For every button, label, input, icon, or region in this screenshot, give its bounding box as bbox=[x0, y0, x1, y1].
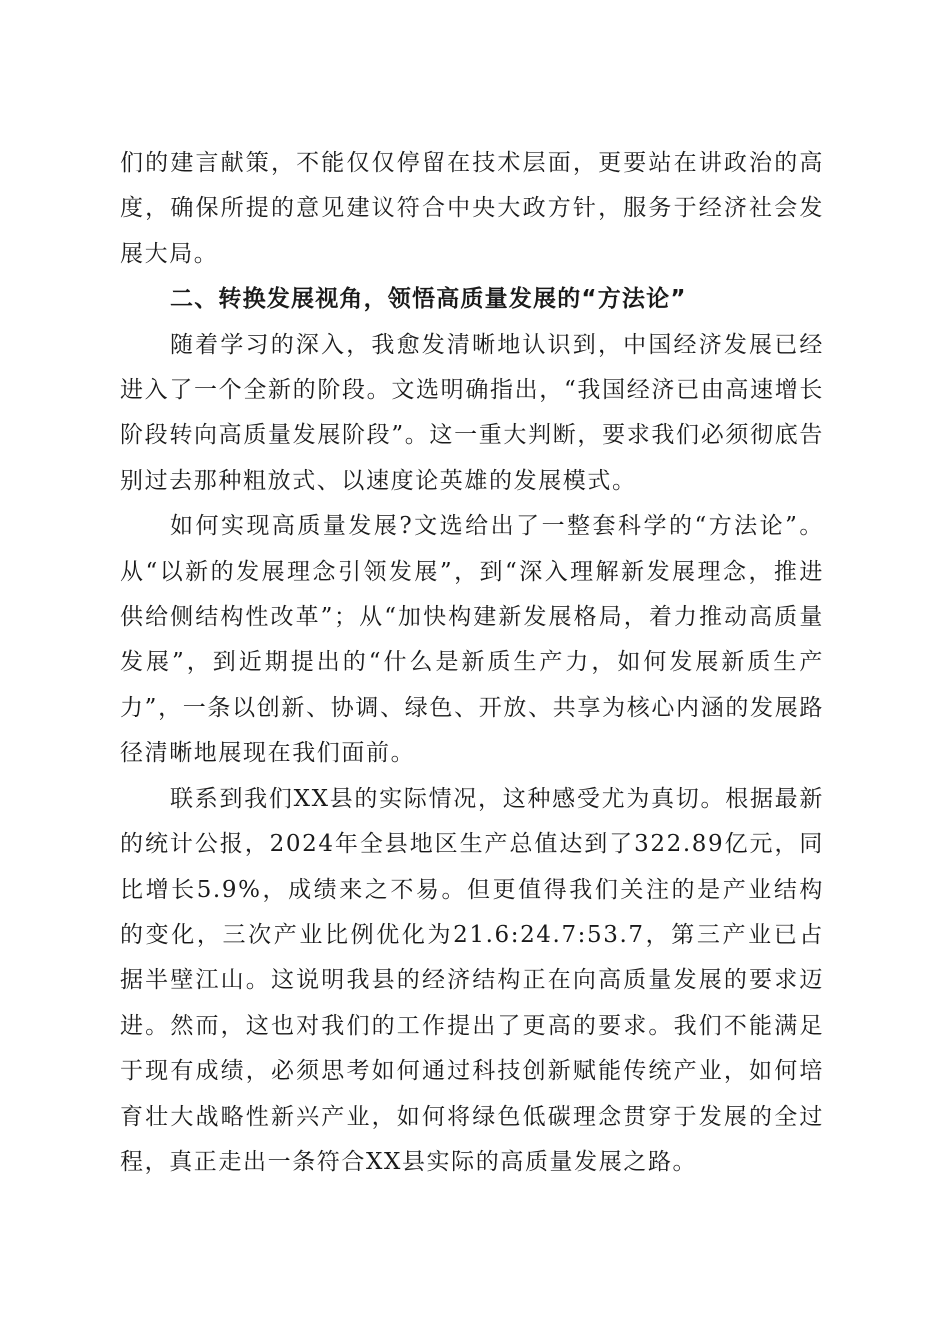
section-heading: 二、转换发展视角，领悟高质量发展的“方法论” bbox=[170, 286, 687, 313]
document-page bbox=[120, 141, 824, 1185]
paragraph-stage-shift: 随着学习的深入，我愈发清晰地认识到，中国经济发展已经进入了一个全新的阶段。文选明确指出，“我国经济已由高速增长阶段转向高质量发展阶段”。这一重大判断，要求我们必须彻底告别过去那种粗放式、以速度论英雄的发展模式。 bbox=[120, 331, 824, 494]
paragraph-county-situation: 联系到我们XX县的实际情况，这种感受尤为真切。根据最新的统计公报，2024年全县地区生产总值达到了322.89亿元，同比增长5.9%，成绩来之不易。但更值得我们关注的是产业结构的变化，三次产业比例优化为21.6:24.7:53.7，第三产业已占据半壁江山。这说明我县的经济结构正在向高质量发展的要求迈进。然而，这也对我们的工作提出了更高的要求。我们不能满足于现有成绩，必须思考如何通过科技创新赋能传统产业，如何培育壮大战略性新兴产业，如何将绿色低碳理念贯穿于发展的全过程，真正走出一条符合XX县实际的高质量发展之路。 bbox=[120, 785, 824, 1175]
paragraph-continued: 们的建言献策，不能仅仅停留在技术层面，更要站在讲政治的高度，确保所提的意见建议符合中央大政方针，服务于经济社会发展大局。 bbox=[120, 150, 824, 267]
paragraph-methodology: 如何实现高质量发展?文选给出了一整套科学的“方法论”。从“以新的发展理念引领发展”，到“深入理解新发展理念，推进供给侧结构性改革”；从“加快构建新发展格局，着力推动高质量发展”，到近期提出的“什么是新质生产力，如何发展新质生产力”，一条以创新、协调、绿色、开放、共享为核心内涵的发展路径清晰地展现在我们面前。 bbox=[120, 513, 824, 767]
